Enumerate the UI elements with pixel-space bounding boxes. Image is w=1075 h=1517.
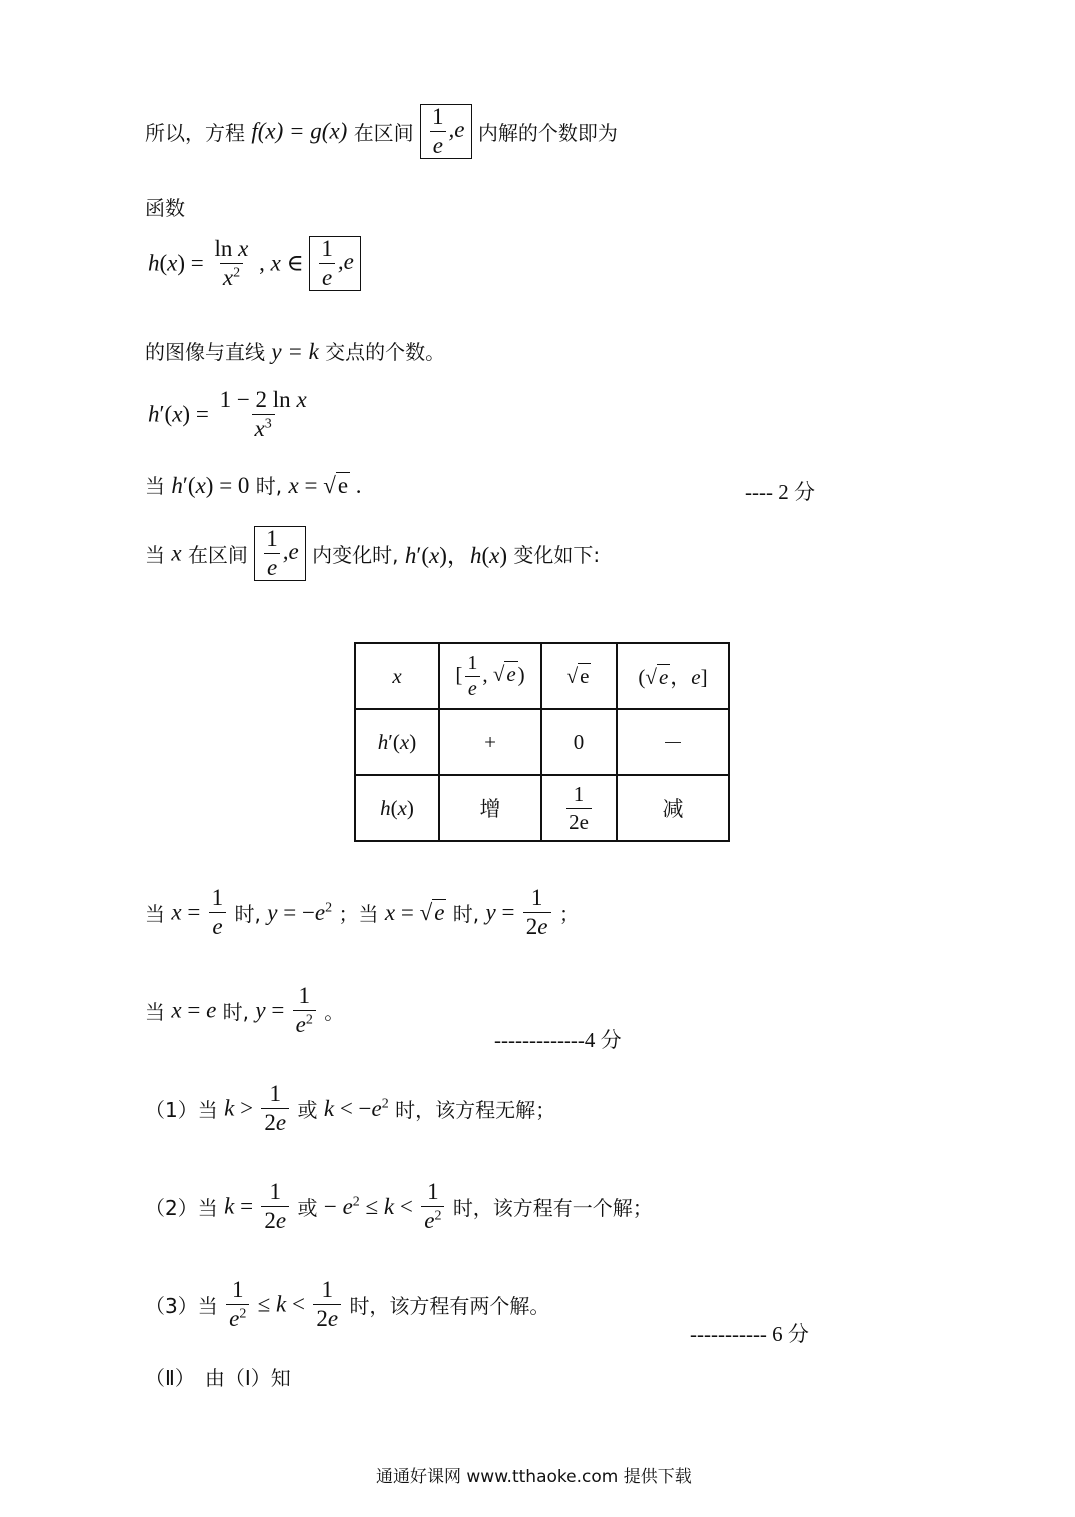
- fraction-lnx-over-x2: $\frac{\text{ln x}}{x^2}$: [214, 236, 249, 291]
- case-2: （2）当 k = $\frac{1}{2e}$ 或 − $e^2 \le k$ < $\frac{1}{e^2}$ 时，该方程有一个解；: [145, 1179, 653, 1234]
- score-4: -------------4 分: [494, 1028, 622, 1052]
- line-3-text-a: 的图像与直线: [145, 340, 265, 364]
- line-y-equals-k: y = k: [271, 339, 319, 364]
- table-cell: h′(x): [355, 709, 439, 775]
- table-cell: [ $\frac{1}{e}$ , √e): [439, 643, 541, 709]
- line-4: 当 h′(x) = 0 时, x = √e .: [145, 473, 362, 498]
- fraction-1-over-e: $\frac{1}{e}$: [429, 105, 447, 158]
- part-2-heading: （Ⅱ） 由（Ⅰ）知: [145, 1366, 291, 1390]
- table-cell: √e: [541, 643, 617, 709]
- line-1: [145, 104, 618, 159]
- line-1-text-c: 内解的个数即为: [477, 121, 618, 146]
- table-cell: h(x): [355, 775, 439, 841]
- interval-bracket: $\frac{1}{e}$ ,e: [420, 104, 471, 159]
- equation-f-equals-g: f(x) = g(x): [251, 118, 348, 144]
- interval-bracket-2: $\frac{1}{e}$ ,e: [309, 236, 360, 291]
- table-cell: 增: [439, 775, 541, 841]
- line-3: [145, 336, 445, 365]
- table-cell: 0: [541, 709, 617, 775]
- interval-bracket-3: $\frac{1}{e}$ ,e: [254, 526, 305, 581]
- table-cell: 减: [617, 775, 729, 841]
- fraction-derivative: $\frac{\text{1 − 2 ln x}}{x^3}$: [219, 387, 307, 442]
- line-1-text-a: 所以，方程: [145, 121, 245, 146]
- score-6: ----------- 6 分: [690, 1322, 809, 1346]
- table-cell: +: [439, 709, 541, 775]
- h-prime-definition: h′(x) = $\frac{\text{1 − 2 ln x}}{x^3}$: [148, 388, 312, 441]
- footer-text: 通通好课网 www.tthaoke.com 提供下载: [376, 1467, 692, 1487]
- line-7: 当 x = e 时, y = $\frac{1}{e^2}$ 。: [145, 983, 345, 1038]
- case-1: （1）当 k > $\frac{1}{2e}$ 或 $k < -e^2$ 时，该方程无解；: [145, 1081, 556, 1136]
- h-definition: h(x) = $\frac{\text{ln x}}{x^2}$ , x ∈ $\frac{1}{e}$ ,e: [148, 236, 361, 291]
- table-cell: －: [617, 709, 729, 775]
- line-6: 当 x = $\frac{1}{e}$ 时, $y = -e^2$ ；当 x = √e 时, y = $\frac{1}{2e}$ ；: [145, 885, 579, 940]
- line-3-text-b: 交点的个数。: [325, 340, 446, 364]
- score-2: ---- 2 分: [745, 480, 815, 504]
- line-2: 函数: [145, 196, 185, 220]
- table-cell: $\frac{1}{2e}$: [541, 775, 617, 841]
- line-1-text-b: 在区间: [353, 121, 414, 146]
- line-5: 当 x 在区间 $\frac{1}{e}$ ,e 内变化时, h′(x)，h(x) 变化如下:: [145, 526, 601, 581]
- table-cell: x: [355, 643, 439, 709]
- case-3: （3）当 $\frac{1}{e^2}$ ≤ k < $\frac{1}{2e}$ 时，该方程有两个解。: [145, 1277, 550, 1332]
- variation-table: [354, 642, 730, 842]
- table-cell: (√e，e]: [617, 643, 729, 709]
